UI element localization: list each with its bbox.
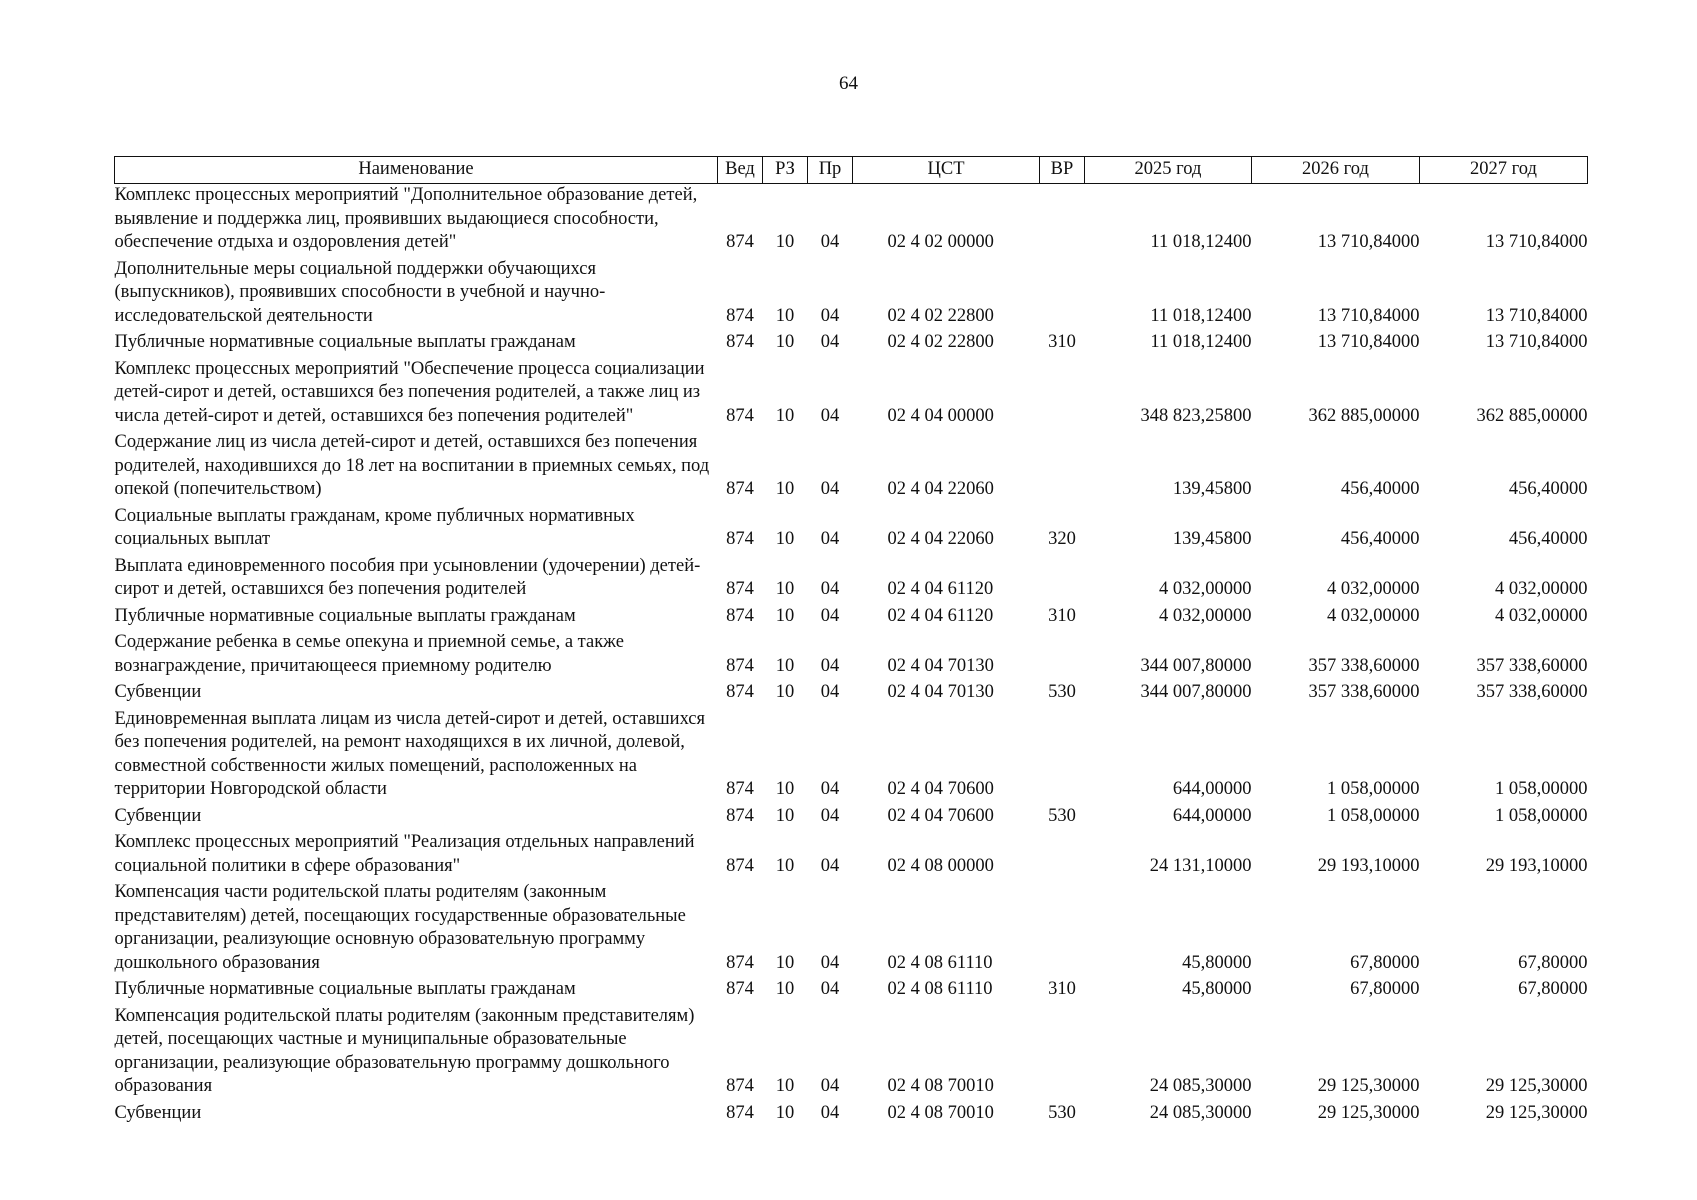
row-vr: 530	[1048, 805, 1076, 826]
row-pr: 04	[820, 479, 840, 499]
row-ved: 874	[726, 979, 754, 999]
row-amount-2027: 13 710,84000	[1485, 232, 1588, 252]
header-ved: Вед	[718, 157, 763, 184]
table-row	[115, 978, 1588, 1005]
row-amount-2027: 1 058,00000	[1495, 779, 1588, 799]
row-pr: 04	[820, 405, 840, 426]
table-row	[115, 1102, 1588, 1129]
row-rz: 10	[775, 1102, 795, 1123]
row-ved: 874	[726, 332, 754, 352]
row-amount-2027: 29 125,30000	[1485, 1076, 1588, 1096]
table-row	[115, 831, 1588, 881]
row-cst: 02 4 04 61120	[887, 605, 994, 626]
row-vr: 310	[1048, 332, 1076, 352]
row-name: Компенсация родительской платы родителям (законным представителям) детей, посещающих частные и муниципальные образовательные организации, реализующие образовательную программу дошкольного образования	[114, 1005, 695, 1096]
row-amount-2026: 29 125,30000	[1317, 1076, 1420, 1096]
table-row	[115, 258, 1588, 332]
row-ved: 874	[726, 855, 754, 876]
row-amount-2027: 13 710,84000	[1485, 305, 1588, 326]
row-amount-2027: 456,40000	[1508, 479, 1588, 499]
table-row	[115, 331, 1588, 358]
row-vr: 310	[1048, 979, 1076, 999]
row-amount-2025: 24 085,30000	[1149, 1076, 1252, 1096]
row-amount-2027: 362 885,00000	[1476, 405, 1588, 426]
header-cst: ЦСТ	[853, 157, 1040, 184]
table-row	[115, 1005, 1588, 1102]
row-vr	[1040, 258, 1085, 332]
table-row	[115, 358, 1588, 432]
row-cst: 02 4 04 22060	[887, 529, 994, 549]
header-2025: 2025 год	[1085, 157, 1252, 184]
row-amount-2026: 67,80000	[1350, 952, 1420, 973]
row-vr: 320	[1048, 529, 1076, 549]
row-ved: 874	[726, 232, 754, 252]
row-amount-2026: 1 058,00000	[1327, 805, 1420, 826]
row-ved: 874	[726, 655, 754, 676]
row-cst: 02 4 02 22800	[887, 332, 994, 352]
row-amount-2026: 13 710,84000	[1317, 305, 1420, 326]
row-vr	[1040, 881, 1085, 978]
table-row	[115, 881, 1588, 978]
row-amount-2025: 11 018,12400	[1150, 332, 1252, 352]
row-rz: 10	[775, 682, 795, 702]
row-amount-2026: 362 885,00000	[1308, 405, 1420, 426]
row-amount-2025: 344 007,80000	[1140, 682, 1252, 702]
row-pr: 04	[820, 855, 840, 876]
row-rz: 10	[775, 305, 795, 326]
row-ved: 874	[726, 405, 754, 426]
row-amount-2027: 29 193,10000	[1485, 855, 1588, 876]
row-amount-2027: 13 710,84000	[1485, 332, 1588, 352]
row-cst: 02 4 08 61110	[887, 952, 993, 973]
table-row	[115, 805, 1588, 832]
row-name: Публичные нормативные социальные выплаты гражданам	[114, 332, 576, 352]
row-vr: 530	[1048, 1102, 1076, 1123]
header-name: Наименование	[115, 157, 718, 184]
row-amount-2025: 45,80000	[1182, 979, 1252, 999]
row-amount-2026: 456,40000	[1340, 479, 1420, 499]
row-amount-2027: 357 338,60000	[1476, 682, 1588, 702]
row-cst: 02 4 02 22800	[887, 305, 994, 326]
row-cst: 02 4 04 22060	[887, 479, 994, 499]
header-pr: Пр	[808, 157, 853, 184]
row-ved: 874	[726, 479, 754, 499]
table-row	[115, 555, 1588, 605]
row-name: Публичные нормативные социальные выплаты гражданам	[114, 605, 576, 626]
table-row	[115, 184, 1588, 258]
row-cst: 02 4 04 00000	[887, 405, 994, 426]
row-pr: 04	[820, 305, 840, 326]
row-amount-2026: 357 338,60000	[1308, 682, 1420, 702]
row-amount-2026: 4 032,00000	[1327, 579, 1420, 599]
header-vr: ВР	[1040, 157, 1085, 184]
row-ved: 874	[726, 529, 754, 549]
row-cst: 02 4 08 00000	[887, 855, 994, 876]
row-rz: 10	[775, 655, 795, 676]
row-cst: 02 4 04 70600	[887, 805, 994, 826]
budget-table	[114, 156, 1588, 1128]
row-ved: 874	[726, 579, 754, 599]
table-row	[115, 605, 1588, 632]
table-row	[115, 631, 1588, 681]
row-rz: 10	[775, 952, 795, 973]
row-amount-2025: 11 018,12400	[1150, 232, 1252, 252]
row-amount-2025: 24 085,30000	[1149, 1102, 1252, 1123]
row-name: Содержание лиц из числа детей-сирот и детей, оставшихся без попечения родителей, находившихся до 18 лет на воспитании в приемных семьях, под опекой (попечительством)	[114, 432, 710, 499]
row-amount-2026: 29 193,10000	[1317, 855, 1420, 876]
row-amount-2026: 13 710,84000	[1317, 232, 1420, 252]
row-amount-2025: 4 032,00000	[1159, 605, 1252, 626]
row-pr: 04	[820, 682, 840, 702]
row-ved: 874	[726, 805, 754, 826]
row-cst: 02 4 04 70600	[887, 779, 994, 799]
row-amount-2025: 11 018,12400	[1150, 305, 1252, 326]
table-row	[115, 708, 1588, 805]
row-vr	[1040, 831, 1085, 881]
header-2026: 2026 год	[1252, 157, 1420, 184]
row-cst: 02 4 02 00000	[887, 232, 994, 252]
row-vr	[1040, 555, 1085, 605]
row-cst: 02 4 08 70010	[887, 1076, 994, 1096]
row-amount-2026: 4 032,00000	[1327, 605, 1420, 626]
row-amount-2026: 357 338,60000	[1308, 655, 1420, 676]
row-cst: 02 4 04 70130	[887, 682, 994, 702]
table-header-row	[115, 157, 1588, 184]
row-amount-2027: 1 058,00000	[1495, 805, 1588, 826]
row-rz: 10	[775, 1076, 795, 1096]
row-cst: 02 4 08 61110	[887, 979, 993, 999]
row-pr: 04	[820, 655, 840, 676]
row-amount-2027: 67,80000	[1518, 979, 1588, 999]
row-amount-2025: 24 131,10000	[1149, 855, 1252, 876]
row-rz: 10	[775, 405, 795, 426]
row-amount-2027: 4 032,00000	[1495, 605, 1588, 626]
row-ved: 874	[726, 952, 754, 973]
row-name: Субвенции	[114, 1102, 202, 1123]
row-pr: 04	[820, 952, 840, 973]
row-amount-2025: 139,45800	[1172, 529, 1252, 549]
row-amount-2026: 456,40000	[1340, 529, 1420, 549]
row-ved: 874	[726, 605, 754, 626]
row-name: Комплекс процессных мероприятий "Реализация отдельных направлений социальной политики в сфере образования"	[114, 832, 695, 876]
row-name: Компенсация части родительской платы родителям (законным представителям) детей, посещающих государственные образовательные организации, реализующие основную образовательную программу дошкольного образования	[114, 882, 686, 973]
row-amount-2027: 67,80000	[1518, 952, 1588, 973]
row-name: Единовременная выплата лицам из числа детей-сирот и детей, оставшихся без попечения родителей, на ремонт находящихся в их личной, долевой, совместной собственности жилых помещений, расположенных на территории Новгородской области	[114, 708, 706, 799]
row-vr	[1040, 708, 1085, 805]
row-name: Социальные выплаты гражданам, кроме публичных нормативных социальных выплат	[114, 505, 635, 549]
row-vr	[1040, 358, 1085, 432]
row-amount-2027: 4 032,00000	[1495, 579, 1588, 599]
row-ved: 874	[726, 1102, 754, 1123]
row-name: Публичные нормативные социальные выплаты гражданам	[114, 979, 576, 999]
row-rz: 10	[775, 579, 795, 599]
row-vr: 530	[1048, 682, 1076, 702]
row-vr: 310	[1048, 605, 1076, 626]
row-amount-2027: 29 125,30000	[1485, 1102, 1588, 1123]
row-rz: 10	[775, 332, 795, 352]
row-amount-2027: 357 338,60000	[1476, 655, 1588, 676]
row-amount-2025: 344 007,80000	[1140, 655, 1252, 676]
row-amount-2026: 13 710,84000	[1317, 332, 1420, 352]
row-rz: 10	[775, 855, 795, 876]
row-vr	[1040, 631, 1085, 681]
row-cst: 02 4 08 70010	[887, 1102, 994, 1123]
row-vr	[1040, 184, 1085, 258]
row-amount-2025: 45,80000	[1182, 952, 1252, 973]
table-body	[115, 184, 1588, 1129]
row-name: Выплата единовременного пособия при усыновлении (удочерении) детей-сирот и детей, оставшихся без попечения родителей	[114, 555, 701, 599]
table-row	[115, 505, 1588, 555]
row-name: Субвенции	[114, 805, 202, 826]
row-amount-2025: 644,00000	[1172, 805, 1252, 826]
row-rz: 10	[775, 805, 795, 826]
header-2027: 2027 год	[1420, 157, 1588, 184]
row-rz: 10	[775, 605, 795, 626]
row-pr: 04	[820, 805, 840, 826]
row-pr: 04	[820, 232, 840, 252]
row-pr: 04	[820, 605, 840, 626]
row-amount-2026: 67,80000	[1350, 979, 1420, 999]
row-cst: 02 4 04 61120	[887, 579, 994, 599]
row-pr: 04	[820, 779, 840, 799]
row-vr	[1040, 431, 1085, 505]
row-pr: 04	[820, 1102, 840, 1123]
row-amount-2025: 348 823,25800	[1140, 405, 1252, 426]
row-amount-2025: 644,00000	[1172, 779, 1252, 799]
row-name: Комплекс процессных мероприятий "Обеспечение процесса социализации детей-сирот и детей, оставшихся без попечения родителей, а также лиц из числа детей-сирот и детей, оставшихся без попечения родителей"	[114, 358, 705, 426]
row-pr: 04	[820, 979, 840, 999]
row-pr: 04	[820, 1076, 840, 1096]
row-pr: 04	[820, 579, 840, 599]
row-rz: 10	[775, 779, 795, 799]
row-amount-2026: 1 058,00000	[1327, 779, 1420, 799]
table-row	[115, 431, 1588, 505]
page-number: 64	[839, 73, 858, 94]
row-vr	[1040, 1005, 1085, 1102]
row-amount-2025: 139,45800	[1172, 479, 1252, 499]
row-cst: 02 4 04 70130	[887, 655, 994, 676]
row-amount-2027: 456,40000	[1508, 529, 1588, 549]
row-ved: 874	[726, 779, 754, 799]
row-rz: 10	[775, 529, 795, 549]
row-pr: 04	[820, 529, 840, 549]
row-rz: 10	[775, 232, 795, 252]
table-row	[115, 681, 1588, 708]
row-rz: 10	[775, 479, 795, 499]
row-ved: 874	[726, 682, 754, 702]
row-name: Комплекс процессных мероприятий "Дополнительное образование детей, выявление и поддержка лиц, проявивших выдающиеся способности, обеспечение отдыха и оздоровления детей"	[114, 185, 698, 252]
row-amount-2026: 29 125,30000	[1317, 1102, 1420, 1123]
row-ved: 874	[726, 1076, 754, 1096]
row-amount-2025: 4 032,00000	[1159, 579, 1252, 599]
row-name: Дополнительные меры социальной поддержки обучающихся (выпускников), проявивших способности в учебной и научно-исследовательской деятельности	[114, 258, 606, 326]
row-rz: 10	[775, 979, 795, 999]
row-ved: 874	[726, 305, 754, 326]
row-pr: 04	[820, 332, 840, 352]
row-name: Субвенции	[114, 682, 202, 702]
row-name: Содержание ребенка в семье опекуна и приемной семье, а также вознаграждение, причитающееся приемному родителю	[114, 632, 624, 676]
header-rz: РЗ	[763, 157, 808, 184]
